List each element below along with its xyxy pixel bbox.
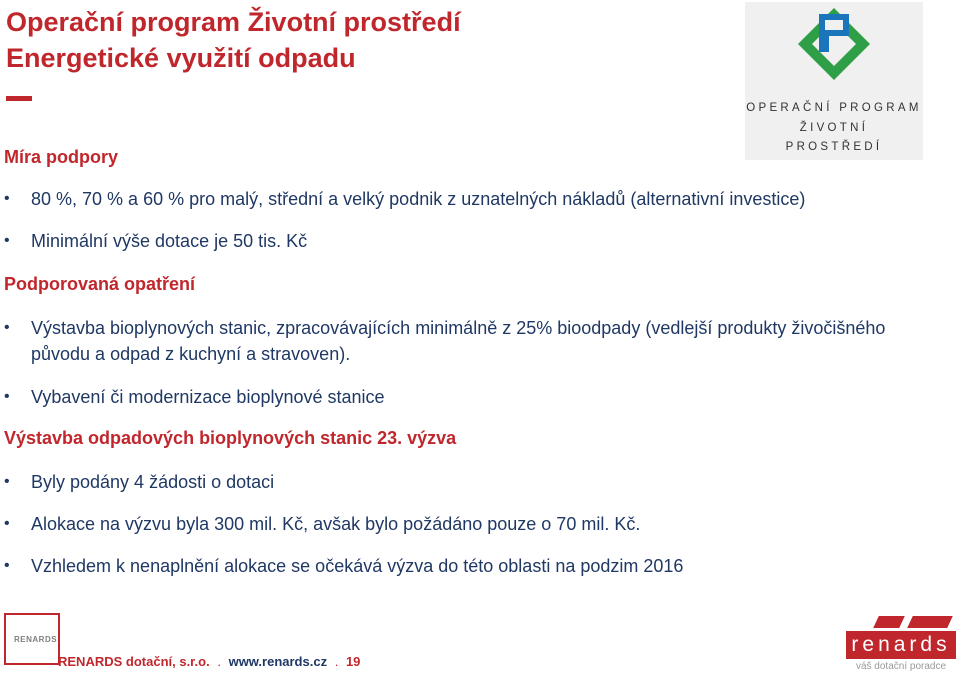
title-line-1: Operační program Životní prostředí xyxy=(6,7,461,37)
bullet-icon: • xyxy=(4,232,10,249)
bullet-icon: • xyxy=(4,515,10,532)
list-item: • 80 %, 70 % a 60 % pro malý, střední a velký podnik z uznatelných nákladů (alternativní investice) xyxy=(4,186,934,212)
logo-stripe xyxy=(907,616,953,628)
box-logo-label: RENARDS xyxy=(14,635,58,644)
footer-separator: . xyxy=(334,654,339,669)
list-item: • Alokace na výzvu byla 300 mil. Kč, avšak bylo požádáno pouze o 70 mil. Kč. xyxy=(4,511,934,537)
logo-stripe xyxy=(873,616,905,628)
renards-logo xyxy=(846,614,956,672)
title-underline xyxy=(6,96,32,101)
bullet-icon: • xyxy=(4,190,10,207)
renards-wordmark: renards xyxy=(846,631,956,659)
renards-tagline: váš dotační poradce xyxy=(855,661,947,672)
bullet-icon: • xyxy=(4,557,10,574)
footer xyxy=(58,654,360,669)
footer-separator: . xyxy=(217,654,221,669)
page-title xyxy=(6,4,461,76)
logo-text-line-2: ŽIVOTNÍ xyxy=(799,122,869,134)
footer-website-link[interactable]: www.renards.cz xyxy=(228,654,328,669)
logo-text-line-1: OPERAČNÍ PROGRAM xyxy=(746,102,922,114)
list-item: • Vybavení či modernizace bioplynové stanice xyxy=(4,384,934,410)
bullet-icon: • xyxy=(4,473,10,490)
list-item: • Byly podány 4 žádosti o dotaci xyxy=(4,469,934,495)
list-item: • Minimální výše dotace je 50 tis. Kč xyxy=(4,228,934,254)
bullet-icon: • xyxy=(4,319,10,336)
logo-text-line-3: PROSTŘEDÍ xyxy=(785,141,883,153)
list-item: • Výstavba bioplynových stanic, zpracovávajících minimálně z 25% bioodpady (vedlejší produkty živočišného původu a odpad z kuchyní a stravoven). xyxy=(4,315,934,367)
section-heading-vyzva-23: Výstavba odpadových bioplynových stanic 23. výzva xyxy=(4,428,457,448)
bullet-icon: • xyxy=(4,388,10,405)
operacni-program-logo xyxy=(745,2,923,160)
list-item: • Vzhledem k nenaplnění alokace se očekává výzva do této oblasti na podzim 2016 xyxy=(4,553,934,579)
op-logo-icon xyxy=(745,2,923,102)
footer-company: RENARDS dotační, s.r.o. xyxy=(58,654,210,669)
title-line-2: Energetické využití odpadu xyxy=(6,43,356,73)
section-heading-mira-podpory: Míra podpory xyxy=(4,147,119,167)
page-number: 19 xyxy=(345,654,361,669)
renards-box-logo xyxy=(4,613,60,665)
section-heading-podporovana-opatreni: Podporovaná opatření xyxy=(4,274,196,294)
